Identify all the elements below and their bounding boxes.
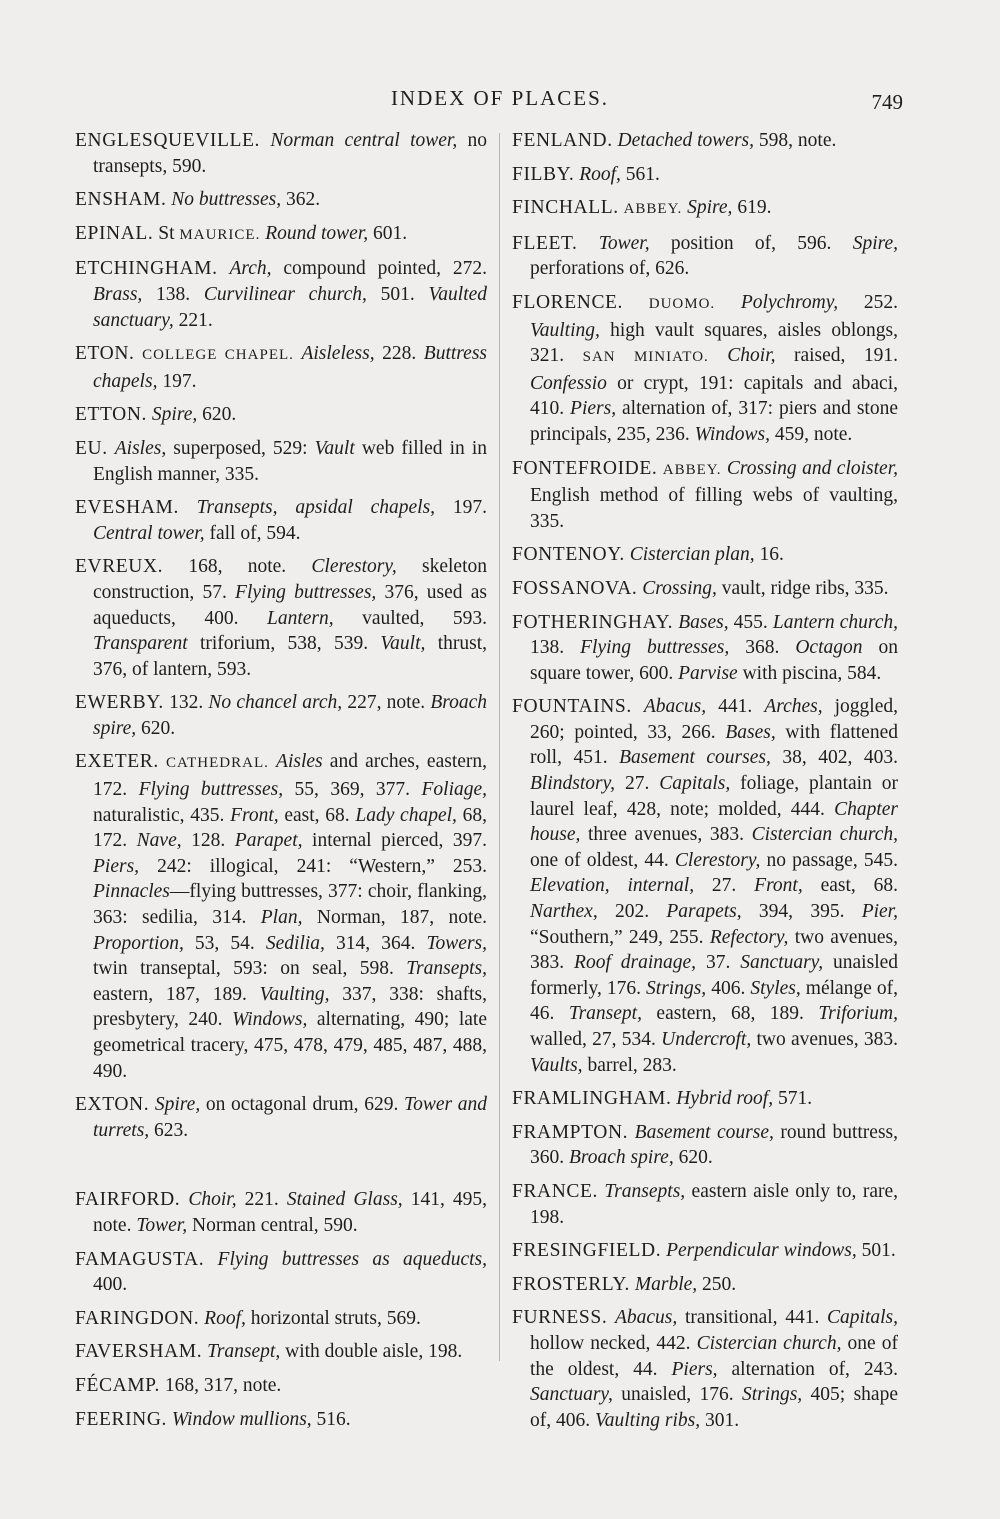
entry-headword: EXTON. <box>75 1094 150 1116</box>
entry-topic: Arch, <box>229 258 272 280</box>
entry-topic: Round tower, <box>265 222 369 244</box>
entry-topic: Sanctuary, <box>740 952 824 974</box>
entry-subplace: ABBEY. <box>662 461 722 478</box>
entry-text: alternating, 490; late geometrical tracery, 475, 478, 479, 485, 487, 488, 490. <box>93 1009 487 1082</box>
entry-text: 406. <box>706 977 751 999</box>
entry-text: perforations of, 626. <box>530 258 690 280</box>
entry-topic: Confessio <box>530 372 607 394</box>
entry-text: St <box>158 222 180 244</box>
entry-topic: Lantern church, <box>772 611 898 633</box>
entry-topic: Strings, <box>742 1384 803 1406</box>
entry-topic: Towers, <box>426 932 488 954</box>
page-number: 749 <box>871 90 903 114</box>
entry-headword: ETTON. <box>75 404 148 426</box>
index-entry <box>75 1187 487 1238</box>
entry-topic: Cistercian plan, <box>629 544 755 566</box>
entry-headword: FÉCAMP. <box>75 1374 160 1396</box>
entry-topic: Windows, <box>694 423 770 445</box>
entry-topic: Front, <box>754 875 803 897</box>
index-entry <box>512 128 898 154</box>
entry-text: English method of filling webs of vaulting, 335. <box>530 485 898 532</box>
entry-topic: Plan, <box>260 907 303 929</box>
index-entry <box>512 1086 898 1112</box>
index-entry <box>75 187 487 213</box>
entry-subplace: SAN MINIATO. <box>582 349 709 366</box>
entry-topic: Abacus, <box>614 1307 678 1329</box>
entry-headword: EVESHAM. <box>75 497 179 519</box>
entry-topic: Marble, <box>634 1273 698 1295</box>
entry-text: raised, 191. <box>775 345 899 367</box>
entry-topic: Vaulting ribs, <box>595 1409 701 1431</box>
entry-topic: Choir, <box>727 345 776 367</box>
entry-text: 128. <box>181 830 235 852</box>
entry-topic: Undercroft, <box>661 1029 752 1050</box>
page-header <box>0 84 1000 116</box>
entry-headword: FAVERSHAM. <box>75 1341 203 1363</box>
entry-topic: Bases, <box>678 611 729 633</box>
index-entry <box>512 694 898 1078</box>
entry-text: no transepts, 590. <box>93 130 487 177</box>
index-entry <box>512 1179 898 1230</box>
entry-text: 376, used as aqueducts, 400. <box>93 581 487 629</box>
entry-topic: Stained Glass, <box>286 1189 403 1211</box>
entry-text: 53, 54. <box>183 932 266 954</box>
entry-headword: FINCHALL. <box>512 197 619 219</box>
entry-text: 337, 338: shafts, presbytery, 240. <box>93 983 487 1031</box>
entry-text: mélange of, 46. <box>530 977 898 1025</box>
entry-text: 598, note. <box>754 130 837 151</box>
entry-text: 228. <box>374 343 424 365</box>
column-divider <box>499 133 500 1361</box>
entry-text: 516. <box>311 1408 351 1430</box>
index-entry <box>75 1092 487 1143</box>
entry-headword: FRANCE. <box>512 1180 599 1202</box>
index-entry <box>512 162 898 188</box>
entry-topic: Flying buttresses, <box>580 637 730 659</box>
entry-topic: Sedilia, <box>265 932 325 954</box>
index-entry <box>512 576 898 602</box>
entry-text: 405; shape of, 406. <box>530 1384 898 1431</box>
entry-text: 623. <box>149 1119 189 1141</box>
index-entry <box>512 1272 898 1298</box>
entry-text: on octagonal drum, 629. <box>200 1094 405 1116</box>
entry-topic: Broach spire, <box>93 692 487 739</box>
entry-topic: Spire, <box>687 197 733 219</box>
index-entry <box>75 1247 487 1298</box>
entry-topic: Vault, <box>380 633 426 655</box>
entry-text: 27. <box>694 875 755 897</box>
entry-headword: FRAMPTON. <box>512 1121 629 1143</box>
entry-topic: Transept, <box>207 1341 281 1363</box>
entry-text <box>715 292 741 313</box>
entry-text: no passage, 545. <box>760 849 898 871</box>
entry-text: alternation of, 243. <box>717 1358 899 1380</box>
index-entry <box>512 542 898 568</box>
entry-text: web filled in in English manner, 335. <box>93 437 487 485</box>
entry-text: 394, 395. <box>741 901 862 923</box>
entry-topic: Transepts, <box>406 958 487 980</box>
entry-text: or crypt, 191: capitals and abaci, 410. <box>530 372 898 420</box>
entry-headword: FEERING. <box>75 1408 168 1430</box>
entry-text: transitional, 441. <box>677 1307 828 1329</box>
entry-topic: Front, <box>230 804 279 826</box>
index-entry <box>75 1373 487 1399</box>
entry-text: Norman central, 590. <box>187 1214 358 1236</box>
entry-topic: Parapets, <box>666 901 742 923</box>
entry-topic: Windows, <box>232 1009 308 1031</box>
entry-text: two avenues, 383. <box>530 926 898 974</box>
entry-text: horizontal struts, 569. <box>245 1307 421 1329</box>
entry-text: 227, note. <box>342 692 431 714</box>
entry-topic: Tower, <box>598 232 650 254</box>
entry-text: 252. <box>838 291 898 313</box>
entry-topic: Crossing, <box>642 577 717 599</box>
entry-topic: Piers, <box>671 1358 718 1380</box>
index-column-right <box>512 128 898 1441</box>
entry-text: one of oldest, 44. <box>530 849 675 871</box>
entry-text <box>269 751 276 772</box>
entry-headword: FOTHERINGHAY. <box>512 611 674 633</box>
entry-headword: FROSTERLY. <box>512 1273 631 1295</box>
entry-text: 368. <box>729 637 796 659</box>
entry-text: vaulted, 593. <box>333 607 487 629</box>
entry-topic: Flying buttresses, <box>138 779 284 801</box>
entry-text: 571. <box>773 1088 813 1110</box>
entry-topic: Lady chapel, <box>355 804 457 826</box>
entry-text: position of, 596. <box>649 232 853 254</box>
entry-topic: Lantern, <box>266 607 334 629</box>
entry-topic: Sanctuary, <box>530 1384 613 1406</box>
entry-text: triforium, 538, 539. <box>187 633 381 655</box>
entry-topic: Basement courses, <box>619 747 771 769</box>
index-entry <box>512 610 898 687</box>
entry-text: 459, note. <box>769 423 853 445</box>
entry-topic: Styles, <box>750 977 801 999</box>
entry-text: on square tower, 600. <box>530 637 899 684</box>
index-entry <box>512 290 898 448</box>
index-entry <box>75 256 487 333</box>
entry-topic: Spire, <box>154 1094 201 1116</box>
entry-topic: Aisles <box>276 751 323 773</box>
entry-topic: Triforium, <box>818 1003 899 1025</box>
entry-headword: FLEET. <box>512 232 578 254</box>
entry-topic: Foliage, <box>421 779 488 801</box>
index-entry <box>75 1306 487 1332</box>
index-entry <box>512 195 898 223</box>
entry-topic: Vaulted sanctuary, <box>93 283 488 331</box>
entry-topic: Flying buttresses as aqueducts, <box>217 1248 487 1270</box>
entry-topic: Spire, <box>151 404 198 426</box>
entry-text: 455. <box>728 611 773 633</box>
entry-text: 561. <box>620 163 660 185</box>
entry-topic: Refectory, <box>709 926 789 948</box>
entry-text: 55, 369, 377. <box>283 779 422 801</box>
entry-headword: FURNESS. <box>512 1307 608 1329</box>
entry-topic: Capitals, <box>827 1307 899 1329</box>
entry-headword: FOSSANOVA. <box>512 577 638 599</box>
entry-text: east, 68. <box>278 804 356 826</box>
entry-text: eastern, 68, 189. <box>641 1003 819 1025</box>
entry-topic: Window mullions, <box>171 1408 312 1430</box>
entry-headword: EPINAL. <box>75 222 154 244</box>
entry-text: 168, note. <box>188 556 312 578</box>
entry-topic: Cistercian church, <box>696 1332 842 1354</box>
entry-topic: Choir, <box>188 1189 237 1211</box>
entry-topic: Tower, <box>136 1214 188 1236</box>
entry-topic: Nave, <box>136 830 182 852</box>
index-column-left <box>75 128 487 1440</box>
entry-topic: Roof, <box>579 163 621 185</box>
entry-topic: Bases, <box>725 721 776 743</box>
entry-text: 620. <box>673 1147 713 1169</box>
entry-text: 197. <box>157 370 197 392</box>
entry-topic: Chapter house, <box>530 798 898 846</box>
entry-text: eastern aisle only to, rare, 198. <box>530 1180 898 1228</box>
entry-topic: Octagon <box>795 637 863 659</box>
running-title: INDEX OF PLACES. <box>390 86 610 110</box>
entry-text: internal pierced, 397. <box>302 830 488 852</box>
entry-topic: Spire, <box>852 232 899 254</box>
entry-text: unaisled formerly, 176. <box>530 952 899 999</box>
entry-text: fall of, 594. <box>204 522 301 544</box>
entry-topic: Broach spire, <box>569 1147 674 1169</box>
entry-text: walled, 27, 534. <box>530 1029 662 1050</box>
entry-text: unaisled, 176. <box>612 1384 743 1406</box>
index-entry <box>512 231 898 282</box>
entry-text: 221. <box>236 1189 287 1211</box>
entry-text: 168, 317, note. <box>164 1374 282 1396</box>
entry-headword: EU. <box>75 437 108 459</box>
entry-text: barrel, 283. <box>582 1054 677 1076</box>
entry-text: east, 68. <box>802 875 898 897</box>
entry-topic: Basement course, <box>634 1121 774 1143</box>
entry-text: hollow necked, 442. <box>530 1332 697 1354</box>
entry-text: three avenues, 383. <box>580 824 752 846</box>
entry-text: with flattened roll, 451. <box>530 721 898 769</box>
entry-headword: EXETER. <box>75 751 159 773</box>
entry-text: two avenues, 383. <box>751 1029 898 1050</box>
index-entry <box>512 456 898 535</box>
index-entry <box>75 495 487 546</box>
entry-subplace: ABBEY. <box>623 201 683 218</box>
entry-topic: Curvilinear church, <box>203 283 367 305</box>
entry-headword: EVREUX. <box>75 556 164 578</box>
entry-text: 27. <box>615 773 660 795</box>
entry-text: 620. <box>136 717 176 739</box>
entry-text: 501. <box>856 1240 896 1262</box>
entry-subplace: COLLEGE CHAPEL. <box>142 347 294 364</box>
entry-topic: Crossing and cloister, <box>726 457 899 479</box>
entry-text: round buttress, 360. <box>530 1121 898 1169</box>
entry-topic: Strings, <box>646 977 707 999</box>
entry-headword: FAMAGUSTA. <box>75 1248 205 1270</box>
entry-topic: Narthex, <box>530 901 598 923</box>
entry-topic: Hybrid roof, <box>676 1088 774 1110</box>
index-entry <box>75 402 487 428</box>
index-entry <box>75 128 487 179</box>
entry-text: and arches, eastern, 172. <box>93 751 488 801</box>
entry-topic: Buttress chapels, <box>93 343 487 392</box>
entry-topic: Clerestory, <box>311 556 397 578</box>
entry-text: 202. <box>597 901 667 923</box>
entry-topic: Piers, <box>93 855 140 877</box>
entry-text: 619. <box>732 197 772 219</box>
entry-text: 250. <box>697 1273 737 1295</box>
entry-headword: FAIRFORD. <box>75 1189 181 1211</box>
entry-headword: FLORENCE. <box>512 291 624 313</box>
entry-text: vault, ridge ribs, 335. <box>716 577 889 599</box>
entry-headword: FARINGDON. <box>75 1307 200 1329</box>
index-entry <box>75 749 487 1084</box>
entry-headword: ETON. <box>75 343 135 365</box>
entry-topic: Arches, <box>764 696 823 718</box>
entry-subplace: MAURICE. <box>179 226 261 243</box>
entry-topic: Capitals, <box>659 773 731 795</box>
entry-text: naturalistic, 435. <box>93 804 231 826</box>
entry-topic: Flying buttresses, <box>235 581 377 603</box>
entry-text: eastern, 187, 189. <box>93 983 260 1005</box>
entry-text: “Southern,” 249, 255. <box>530 926 710 948</box>
entry-topic: Transepts, apsidal chapels, <box>196 497 436 519</box>
index-entry <box>75 554 487 682</box>
entry-topic: Parvise <box>678 662 738 684</box>
entry-topic: Detached towers, <box>617 130 755 151</box>
entry-topic: Blindstory, <box>530 773 616 795</box>
index-entry <box>75 221 487 249</box>
entry-text: 141, 495, note. <box>93 1189 488 1236</box>
entry-headword: ENGLESQUEVILLE. <box>75 130 261 151</box>
entry-text: 501. <box>366 283 429 305</box>
entry-headword: FOUNTAINS. <box>512 696 632 718</box>
entry-text <box>709 345 727 366</box>
entry-topic: Transparent <box>93 633 188 655</box>
entry-topic: Roof, <box>204 1307 246 1329</box>
entry-topic: Vaulting, <box>259 983 330 1005</box>
entry-topic: Elevation, internal, <box>530 875 695 897</box>
entry-topic: Piers, <box>570 398 617 420</box>
entry-topic: Brass, <box>93 283 143 305</box>
index-entry <box>512 1238 898 1264</box>
entry-topic: Parapet, <box>234 830 303 852</box>
entry-topic: Pier, <box>861 901 898 923</box>
entry-text: 620. <box>197 404 237 426</box>
entry-text: 400. <box>93 1274 128 1296</box>
entry-text: with double aisle, 198. <box>280 1341 463 1363</box>
entry-topic: Perpendicular windows, <box>666 1240 857 1262</box>
entry-topic: Roof drainage, <box>574 952 697 974</box>
entry-text: 221. <box>173 309 213 331</box>
entry-text: 132. <box>169 692 209 714</box>
entry-text: high vault squares, aisles oblongs, 321. <box>530 319 898 367</box>
entry-headword: FENLAND. <box>512 130 613 151</box>
entry-text: alternation of, 317: piers and stone principals, 235, 236. <box>530 398 898 445</box>
entry-text: 37. <box>696 952 741 974</box>
entry-topic: Transepts, <box>604 1180 686 1202</box>
entry-headword: FONTEFROIDE. <box>512 457 658 479</box>
index-entry <box>75 341 487 394</box>
entry-text: 314, 364. <box>324 932 427 954</box>
entry-topic: Vaults, <box>530 1054 583 1076</box>
index-entry <box>75 436 487 487</box>
entry-topic: Norman central tower, <box>270 130 458 151</box>
entry-topic: Cistercian church, <box>751 824 899 846</box>
entry-text: 362. <box>281 189 321 211</box>
entry-topic: Central tower, <box>93 522 205 544</box>
entry-text: superposed, 529: <box>166 437 315 459</box>
entry-text: 38, 402, 403. <box>770 747 898 769</box>
entry-text: Norman, 187, note. <box>302 907 487 929</box>
entry-text: —flying buttresses, 377: choir, flanking, 363: sedilia, 314. <box>93 881 487 929</box>
entry-text: foliage, plantain or laurel leaf, 428, note; molded, 444. <box>530 773 898 820</box>
entry-headword: EWERBY. <box>75 692 164 714</box>
entry-text: joggled, 260; pointed, 33, 266. <box>530 696 899 743</box>
entry-text: 138. <box>142 283 204 305</box>
entry-headword: ETCHINGHAM. <box>75 258 218 280</box>
index-entry <box>512 1120 898 1171</box>
entry-topic: Transept, <box>568 1003 642 1025</box>
entry-text: 441. <box>706 696 765 718</box>
entry-text: skeleton construction, 57. <box>93 556 487 603</box>
entry-text: with piscina, 584. <box>737 662 882 684</box>
entry-topic: Tower and turrets, <box>93 1094 487 1141</box>
entry-topic: Vaulting, <box>530 319 600 341</box>
entry-topic: No chancel arch, <box>208 692 343 714</box>
entry-topic: Clerestory, <box>674 849 761 871</box>
entry-subplace: CATHEDRAL. <box>165 755 269 772</box>
entry-topic: Polychromy, <box>740 291 839 313</box>
entry-text: 601. <box>368 222 408 244</box>
entry-text: 301. <box>700 1409 740 1431</box>
entry-text: one of the oldest, 44. <box>530 1332 898 1380</box>
entry-topic: Vault <box>314 437 355 459</box>
entry-topic: Abacus, <box>643 696 707 718</box>
entry-headword: FONTENOY. <box>512 544 625 566</box>
index-entry <box>512 1305 898 1433</box>
entry-topic: Aisleless, <box>301 343 375 365</box>
index-entry <box>75 1339 487 1365</box>
index-entry <box>75 690 487 741</box>
entry-text: 197. <box>435 497 488 519</box>
entry-text: thrust, 376, of lantern, 593. <box>93 633 487 680</box>
entry-text: compound pointed, 272. <box>271 258 487 280</box>
entry-topic: Proportion, <box>93 932 184 954</box>
entry-headword: FILBY. <box>512 163 575 185</box>
entry-text: 242: illogical, 241: “Western,” 253. <box>139 855 487 877</box>
entry-topic: Aisles, <box>114 437 167 459</box>
entry-text: 16. <box>754 544 784 566</box>
entry-text: twin transeptal, 593: on seal, 598. <box>93 958 407 980</box>
entry-text: 138. <box>530 637 581 659</box>
entry-headword: FRESINGFIELD. <box>512 1240 662 1262</box>
entry-topic: Pinnacles <box>93 881 170 903</box>
entry-text: 68, 172. <box>93 804 488 852</box>
entry-headword: ENSHAM. <box>75 189 167 211</box>
index-entry <box>75 1407 487 1433</box>
entry-topic: No buttresses, <box>171 189 282 211</box>
entry-headword: FRAMLINGHAM. <box>512 1088 672 1110</box>
entry-subplace: DUOMO. <box>648 295 716 312</box>
